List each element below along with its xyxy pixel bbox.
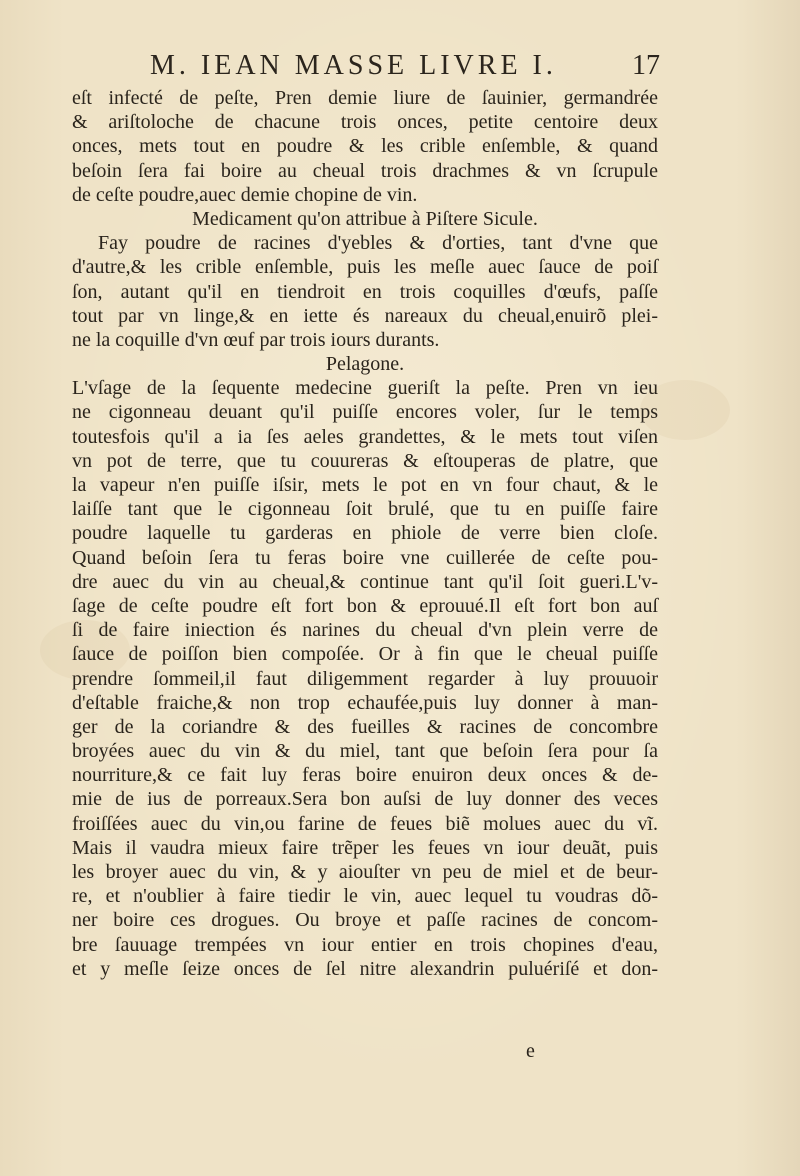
- text-line: ne cigonneau deuant qu'il puiſſe encores voler, ſur le temps: [72, 401, 658, 424]
- text-line: & ariſtoloche de chacune trois onces, petite centoire deux: [72, 111, 658, 134]
- body-text: [72, 86, 658, 981]
- text-line: les broyer auec du vin, & y aiouſter vn peu de miel et de beur-: [72, 861, 658, 883]
- text-line: onces, mets tout en poudre & les crible enſemble, & quand: [72, 135, 658, 158]
- text-line: mie de ius de porreaux.Sera bon auſsi de luy donner des veces: [72, 788, 658, 811]
- text-line: froiſſées auec du vin,ou farine de feues biẽ molues auec du vĩ.: [72, 812, 658, 835]
- catchword: e: [526, 1040, 535, 1062]
- text-line: beſoin ſera fai boire au cheual trois drachmes & vn ſcrupule: [72, 159, 658, 182]
- section-heading: Medicament qu'on attribue à Piſtere Sicule.: [192, 207, 538, 230]
- text-line: tout par vn linge,& en iette és nareaux du cheual,enuirõ plei-: [72, 304, 658, 327]
- text-line: ger de la coriandre & des fueilles & racines de concombre: [72, 715, 658, 738]
- text-line: dre auec du vin au cheual,& continue tant qu'il ſoit gueri.L'v-: [72, 570, 658, 593]
- text-line: de ceſte poudre,auec demie chopine de vin.: [72, 183, 418, 206]
- text-line: et y meſle ſeize onces de ſel nitre alexandrin puluériſé et don-: [72, 957, 658, 980]
- text-line: d'autre,& les crible enſemble, puis les meſle auec ſauce de poiſ: [72, 256, 658, 279]
- text-line: vn pot de terre, que tu couureras & eſtouperas de platre, que: [72, 449, 658, 472]
- text-line: ſon, autant qu'il en tiendroit en trois coquilles d'œufs, paſſe: [72, 280, 658, 303]
- section-heading: Pelagone.: [325, 353, 405, 376]
- text-line: Quand beſoin ſera tu feras boire vne cuillerée de ceſte pou-: [72, 546, 658, 569]
- text-line: Mais il vaudra mieux faire trẽper les feues vn iour deuãt, puis: [72, 836, 658, 859]
- text-line: ſage de ceſte poudre eſt fort bon & eprouué.Il eſt fort bon auſ: [72, 594, 658, 617]
- text-line: toutesfois qu'il a ia ſes aeles grandettes, & le mets tout viſen: [72, 425, 658, 448]
- page-number: 17: [632, 50, 660, 81]
- text-line: bre ſauuage trempées vn iour entier en trois chopines d'eau,: [72, 933, 658, 956]
- text-line: eſt infecté de peſte, Pren demie liure de ſauinier, germandrée: [72, 87, 658, 109]
- text-line: ner boire ces drogues. Ou broye et paſſe racines de concom-: [72, 909, 658, 932]
- text-line: la vapeur n'en puiſſe iſsir, mets le pot en vn four chaut, & le: [72, 474, 658, 496]
- text-line: poudre laquelle tu garderas en phiole de verre bien cloſe.: [72, 522, 658, 545]
- running-head: [0, 44, 800, 84]
- text-line: Fay poudre de racines d'yebles & d'orties, tant d'vne que: [98, 232, 658, 255]
- text-line: ne la coquille d'vn œuf par trois iours durants.: [72, 328, 440, 351]
- text-line: prendre ſommeil,il faut diligemment regarder à luy prouuoir: [72, 667, 658, 690]
- text-line: broyées auec du vin & du miel, tant que beſoin ſera pour ſa: [72, 740, 658, 763]
- text-line: ſi de faire iniection és narines du cheual d'vn plein verre de: [72, 619, 658, 642]
- text-line: ſauce de poiſſon bien compoſée. Or à fin que le cheual puiſſe: [72, 643, 658, 666]
- text-line: laiſſe tant que le cigonneau ſoit brulé, que tu en puiſſe faire: [72, 498, 658, 521]
- running-head-title: M. IEAN MASSE LIVRE I.: [150, 50, 557, 81]
- text-line: d'eſtable fraiche,& non trop echaufée,puis luy donner à man-: [72, 691, 658, 714]
- text-line: re, et n'oublier à faire tiedir le vin, auec lequel tu voudras dõ-: [72, 885, 658, 908]
- text-line: nourriture,& ce fait luy feras boire enuiron deux onces & de-: [72, 764, 658, 787]
- text-line: L'vſage de la ſequente medecine gueriſt la peſte. Pren vn ieu: [72, 377, 658, 400]
